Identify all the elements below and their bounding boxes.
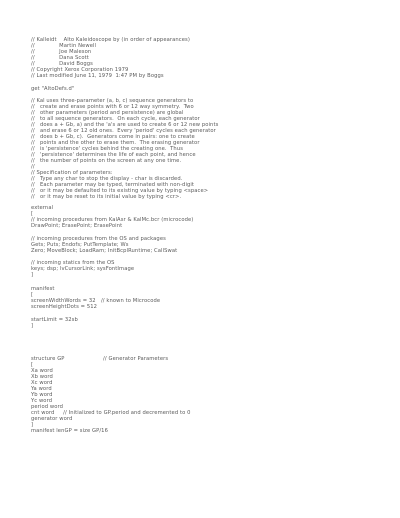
code-line: manifest [31,286,55,292]
code-line: // create and erase points with 6 or 12 way symmetry. Two [31,104,194,110]
code-line: // Each parameter may be typed, terminated with non-digit [31,182,195,188]
code-line: Xb word [31,374,53,380]
code-line: // the number of points on the screen at any one time. [31,158,182,164]
code-line: // or it may be defaulted to its existing value by typing <space> [31,188,209,194]
code-line: DrawPoint; ErasePoint; ErasePoint [31,223,123,229]
code-line: ] [31,272,34,278]
code-line: ] [31,323,34,329]
code-line: // Dana Scott [31,55,89,61]
code-line: get "AltoDefs.d" [31,86,75,92]
code-line: external [31,205,54,211]
code-line: // [31,164,35,170]
code-line: Xa word [31,368,53,374]
code-line: // does a + Gb, a) and the 'a's are used to create 6 or 12 new points [31,122,219,128]
code-line: Gets; Puts; Endofs; PutTemplate; Ws [31,242,129,248]
code-line: Yb word [31,392,53,398]
code-line: // Specification of parameters: [31,170,113,176]
code-line: // incoming procedures from the OS and packages [31,236,166,242]
code-line: // to all sequence generators. On each cycle, each generator [31,116,200,122]
code-line: ] [31,422,34,428]
code-line: screenWidthWords = 32 // known to Microcode [31,298,161,304]
code-line: // Kalleidt Alto Kaleidoscope by (in order of appearances) [31,37,190,43]
code-line: [ [31,292,34,298]
code-line: // Copyright Xerox Corporation 1979 [31,67,129,73]
code-line: // is 'persistence' cycles behind the creating one. Thus [31,146,184,152]
code-line: // 'persistence' determines the life of each point, and hence [31,152,196,158]
code-line: period word [31,404,64,410]
code-line: [ [31,362,34,368]
code-line: [ [31,211,34,217]
code-line: generator word [31,416,73,422]
code-line: // or it may be reset to its initial value by typing <cr>. [31,194,182,200]
code-line: // does b + Gb, c). Generators come in pairs: one to create [31,134,195,140]
code-line: Ya word [31,386,52,392]
code-line: structure GP // Generator Parameters [31,356,169,362]
code-line: // Kal uses three-parameter (a, b, c) sequence generators to [31,98,194,104]
code-line: // and erase 6 or 12 old ones. Every 'period' cycles each generator [31,128,216,134]
code-line: // David Boggs [31,61,93,67]
code-line: keys; dsp; lvCursorLink; sysFontImage [31,266,135,272]
code-line: startLimit = 32sb [31,317,78,323]
code-line: Xc word [31,380,53,386]
code-line: manifest lenGP = size GP/16 [31,428,108,434]
code-line: // other parameters (period and persistence) are global [31,110,184,116]
code-line: cnt word // Initialized to GP.period and decremented to 0 [31,410,191,416]
code-line: // incoming statics from the OS [31,260,115,266]
code-line: // incoming procedures from KalAsr & KalMc.bcr (microcode) [31,217,194,223]
code-line: // Last modified June 11, 1979 1:47 PM by Boggs [31,73,164,79]
code-line: // points and the other to erase them. The erasing generator [31,140,200,146]
code-line: // Type any char to stop the display - char is discarded. [31,176,183,182]
code-line: Zero; MoveBlock; LoadRam; InitBcplRuntime; CallSwat [31,248,178,254]
code-line: screenHeightDots = 512 [31,304,98,310]
code-line: Yc word [31,398,53,404]
code-line: // Joe Maleson [31,49,92,55]
code-line: // Martin Newell [31,43,97,49]
